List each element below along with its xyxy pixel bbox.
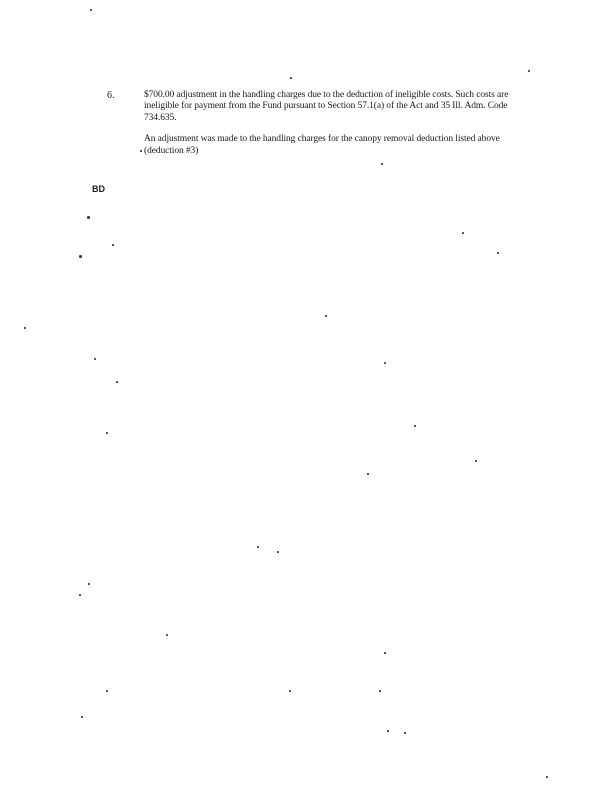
scan-speck [381,163,383,165]
reviewer-initials: BD [92,184,105,194]
scan-speck [528,70,530,72]
scan-speck [475,460,477,462]
scan-speck [88,583,90,585]
scan-speck [166,634,168,636]
scan-speck [379,690,381,692]
scan-speck [79,255,82,258]
scan-speck [277,551,279,553]
scan-speck [106,432,108,434]
scan-speck [384,362,386,364]
scan-speck [94,358,96,360]
scan-speck [290,77,292,79]
scan-speck [367,473,369,475]
scan-speck [87,216,90,219]
scan-speck [112,244,114,246]
scan-speck [325,315,327,317]
scan-speck [90,9,92,11]
scan-speck [414,425,416,427]
item-paragraph-adjustment: $700.00 adjustment in the handling charges due to the deduction of ineligible costs. Such costs are ineligible for payment from the Fund pursuant to Section 57.1(a) of the Act and 35 Ill. Adm. Code 734.635. [144,90,509,123]
scan-speck [116,381,118,383]
scan-speck [546,776,548,778]
item-paragraph-canopy-note: An adjustment was made to the handling charges for the canopy removal deduction listed above (deduction #3) [144,134,500,156]
scan-speck [140,150,142,152]
scan-speck [497,252,499,254]
scan-speck [257,546,259,548]
scan-speck [289,690,291,692]
scan-speck [462,232,464,234]
scan-speck [384,652,386,654]
scan-speck [81,716,83,718]
scan-speck [106,690,108,692]
item-body [144,90,524,157]
scan-speck [79,594,81,596]
scan-speck [24,327,26,329]
scan-speck [387,730,389,732]
item-number: 6. [107,90,115,101]
scan-speck [404,732,406,734]
